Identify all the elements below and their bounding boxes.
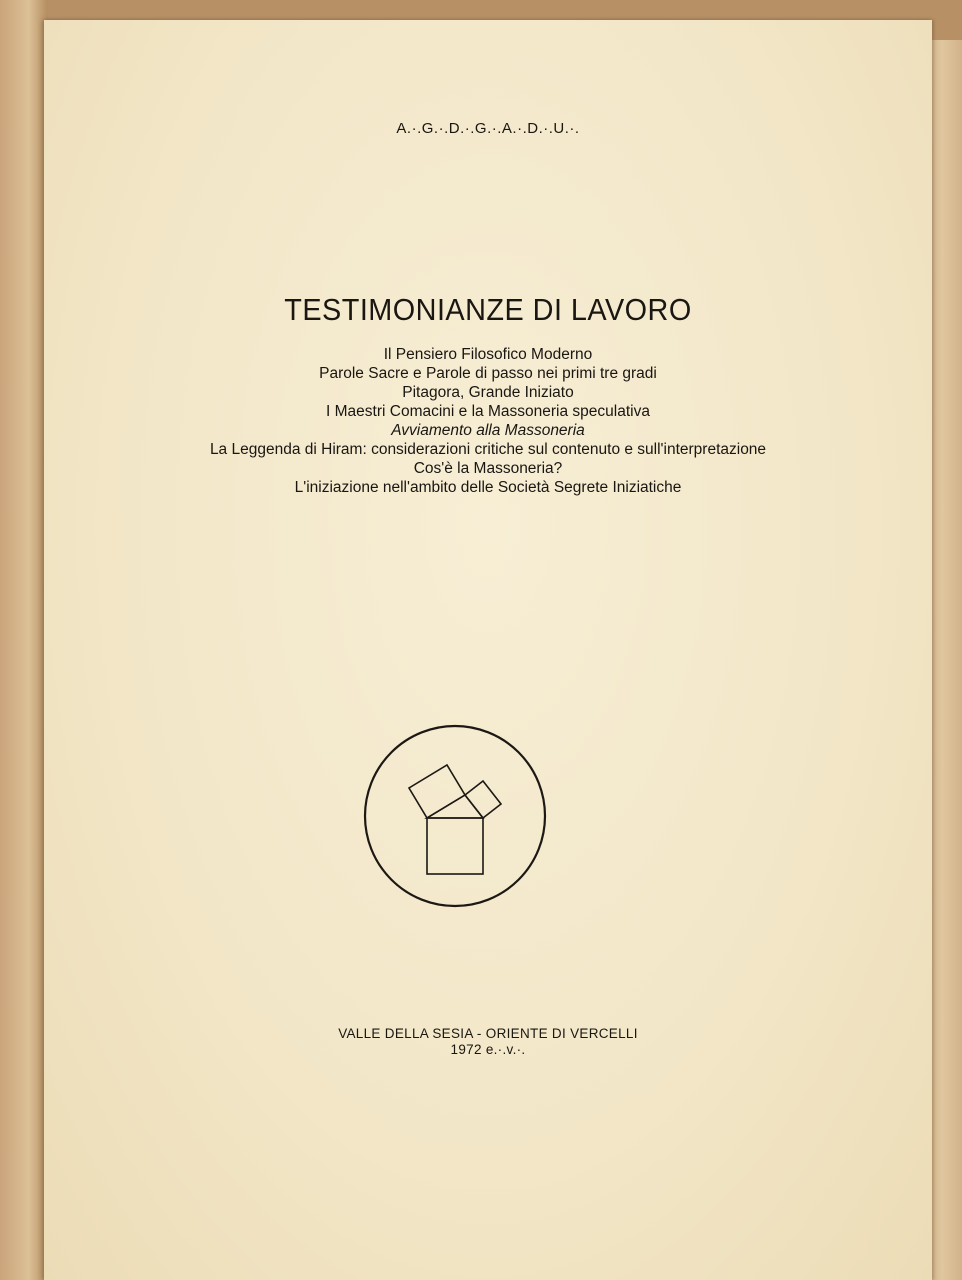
contents-item: Il Pensiero Filosofico Moderno xyxy=(383,346,593,363)
contents-item: L'iniziazione nell'ambito delle Società Segrete Iniziatiche xyxy=(294,479,682,496)
contents-list xyxy=(44,345,932,497)
contents-item: Avviamento alla Massoneria xyxy=(391,422,585,439)
lodge-seal-stamp xyxy=(362,723,548,909)
contents-item: I Maestri Comacini e la Massoneria speculativa xyxy=(326,403,650,420)
title-page xyxy=(44,20,932,1280)
contents-item: Cos'è la Massoneria? xyxy=(413,460,563,477)
masonic-abbreviation: A.·.G.·.D.·.G.·.A.·.D.·.U.·. xyxy=(396,120,580,137)
pythagoras-diagram xyxy=(409,765,501,874)
imprint xyxy=(44,1026,932,1058)
imprint-place: VALLE DELLA SESIA - ORIENTE DI VERCELLI xyxy=(338,1026,638,1041)
contents-item: La Leggenda di Hiram: considerazioni critiche sul contenuto e sull'interpretazione xyxy=(209,441,767,458)
left-page-edge xyxy=(0,0,48,1280)
contents-item: Pitagora, Grande Iniziato xyxy=(402,384,574,401)
book-title: TESTIMONIANZE DI LAVORO xyxy=(284,292,692,327)
contents-item: Parole Sacre e Parole di passo nei primi tre gradi xyxy=(319,365,657,382)
imprint-year: 1972 e.·.v.·. xyxy=(450,1042,526,1057)
